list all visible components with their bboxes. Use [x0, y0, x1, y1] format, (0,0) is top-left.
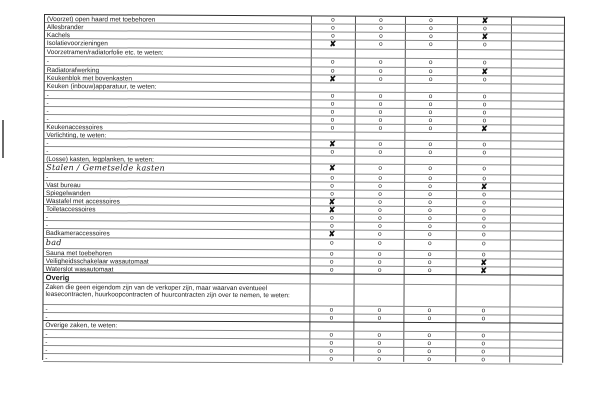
- option-circle[interactable]: [323, 16, 343, 23]
- row-label: Stalen / Gemetselde kasten: [46, 163, 166, 173]
- row-label: Wastafel met accessoires: [46, 197, 120, 205]
- row-label: -: [45, 305, 48, 313]
- option-circle[interactable]: [420, 251, 440, 258]
- option-circle[interactable]: [369, 348, 389, 355]
- option-circle[interactable]: [321, 339, 341, 346]
- option-circle[interactable]: [370, 165, 390, 174]
- checked-option-mark[interactable]: [475, 33, 495, 40]
- row-label: Vast bureau: [46, 181, 81, 189]
- option-circle[interactable]: [420, 117, 440, 124]
- option-circle[interactable]: [475, 25, 495, 32]
- row-label: -: [46, 57, 49, 65]
- option-circle[interactable]: [322, 190, 342, 197]
- row-label: -: [45, 221, 49, 229]
- row-label: bad: [45, 238, 62, 247]
- option-circle[interactable]: [370, 240, 390, 250]
- option-circle[interactable]: [322, 182, 342, 189]
- option-circle[interactable]: [371, 76, 391, 83]
- option-circle[interactable]: [419, 332, 439, 339]
- option-circle[interactable]: [322, 250, 342, 257]
- row-label: -: [45, 330, 48, 338]
- option-circle[interactable]: [421, 25, 441, 32]
- row-label: -: [46, 139, 49, 147]
- option-circle[interactable]: [474, 199, 494, 206]
- option-circle[interactable]: [371, 59, 391, 67]
- option-circle[interactable]: [420, 109, 440, 116]
- option-circle[interactable]: [420, 165, 440, 174]
- option-circle[interactable]: [420, 207, 440, 214]
- row-label: -: [45, 354, 48, 362]
- row-label: Spiegelwanden: [46, 189, 91, 197]
- row-label: Keukenaccessoires: [46, 123, 103, 131]
- option-circle[interactable]: [474, 223, 494, 230]
- checked-option-mark[interactable]: [474, 259, 494, 266]
- row-label: -: [46, 99, 49, 107]
- option-circle[interactable]: [322, 174, 342, 181]
- option-circle[interactable]: [473, 340, 493, 347]
- option-circle[interactable]: [421, 41, 441, 49]
- option-circle[interactable]: [420, 175, 440, 182]
- option-circle[interactable]: [323, 67, 343, 74]
- inventory-checklist-form: [42, 14, 565, 363]
- option-circle[interactable]: [419, 315, 439, 322]
- option-circle[interactable]: [369, 340, 389, 347]
- row-label: Allesbrander: [46, 23, 84, 31]
- checked-option-mark[interactable]: [322, 164, 342, 173]
- option-circle[interactable]: [421, 33, 441, 40]
- row-label: (Losse) kasten, legplanken, te weten:: [46, 155, 154, 164]
- checked-option-mark[interactable]: [322, 206, 342, 213]
- option-circle[interactable]: [370, 207, 390, 214]
- option-circle[interactable]: [473, 348, 493, 355]
- option-circle[interactable]: [474, 207, 494, 214]
- option-circle[interactable]: [421, 68, 441, 75]
- row-label: -: [45, 213, 49, 221]
- option-circle[interactable]: [474, 165, 494, 174]
- row-label: -: [45, 313, 48, 321]
- option-circle[interactable]: [420, 267, 440, 274]
- option-circle[interactable]: [474, 231, 494, 239]
- option-circle[interactable]: [474, 109, 494, 116]
- option-circle[interactable]: [421, 76, 441, 83]
- option-circle[interactable]: [474, 215, 494, 222]
- option-circle[interactable]: [474, 191, 494, 198]
- row-label: Waterslot wasautomaat: [45, 265, 114, 273]
- option-circle[interactable]: [370, 251, 390, 258]
- option-circle[interactable]: [420, 149, 440, 156]
- option-circle[interactable]: [371, 33, 391, 40]
- scan-margin-mark: [2, 120, 4, 158]
- checked-option-mark[interactable]: [323, 75, 343, 82]
- option-circle[interactable]: [323, 24, 343, 31]
- option-circle[interactable]: [323, 100, 343, 107]
- option-circle[interactable]: [421, 17, 441, 24]
- option-circle[interactable]: [370, 117, 390, 124]
- option-circle[interactable]: [475, 76, 495, 83]
- option-circle[interactable]: [370, 191, 390, 198]
- checked-option-mark[interactable]: [322, 140, 342, 147]
- checked-option-mark[interactable]: [474, 125, 494, 132]
- option-circle[interactable]: [371, 93, 391, 100]
- option-circle[interactable]: [322, 258, 342, 265]
- row-label: Voorzetramen/radiatorfolie etc. te weten:: [46, 48, 164, 57]
- option-circle[interactable]: [370, 231, 390, 239]
- option-circle[interactable]: [420, 215, 440, 222]
- option-circle[interactable]: [474, 149, 494, 156]
- row-label: -: [46, 173, 49, 181]
- option-circle[interactable]: [420, 240, 440, 250]
- row-label: Isolatievoorzieningen: [46, 39, 108, 47]
- option-circle[interactable]: [474, 240, 494, 250]
- option-circle[interactable]: [421, 93, 441, 100]
- option-circle[interactable]: [370, 183, 390, 190]
- option-circle[interactable]: [474, 141, 494, 148]
- option-circle[interactable]: [370, 223, 390, 230]
- option-circle[interactable]: [321, 355, 341, 362]
- option-circle[interactable]: [322, 124, 342, 131]
- option-circle[interactable]: [419, 307, 439, 314]
- row-label: Toiletaccessoires: [45, 205, 96, 213]
- option-circle[interactable]: [322, 148, 342, 155]
- option-circle[interactable]: [421, 101, 441, 108]
- option-circle[interactable]: [369, 332, 389, 339]
- option-circle[interactable]: [370, 175, 390, 182]
- option-circle[interactable]: [475, 101, 495, 108]
- option-circle[interactable]: [323, 92, 343, 99]
- option-circle[interactable]: [474, 117, 494, 124]
- row-label: Veiligheidsschakelaar wasautomaat: [45, 257, 149, 266]
- option-circle[interactable]: [419, 348, 439, 355]
- option-circle[interactable]: [370, 125, 390, 132]
- row-label: Overige zaken, te weten:: [45, 321, 118, 329]
- option-circle[interactable]: [322, 239, 342, 249]
- option-circle[interactable]: [321, 306, 341, 313]
- option-circle[interactable]: [475, 59, 495, 67]
- option-circle[interactable]: [420, 125, 440, 132]
- option-circle[interactable]: [322, 108, 342, 115]
- option-circle[interactable]: [420, 259, 440, 266]
- option-circle[interactable]: [370, 149, 390, 156]
- row-label: Keuken (inbouw)apparatuur, te weten:: [46, 82, 157, 91]
- option-circle[interactable]: [323, 32, 343, 39]
- row-label: -: [46, 91, 49, 99]
- option-circle[interactable]: [419, 356, 439, 363]
- checklist-row: [43, 354, 562, 365]
- checklist-row: [43, 283, 562, 308]
- option-circle[interactable]: [419, 340, 439, 347]
- section-heading: Overig: [45, 273, 70, 282]
- checked-option-mark[interactable]: [475, 17, 495, 24]
- option-circle[interactable]: [321, 314, 341, 321]
- option-circle[interactable]: [369, 307, 389, 314]
- option-circle[interactable]: [420, 231, 440, 239]
- row-label: -: [46, 147, 49, 155]
- option-circle[interactable]: [370, 259, 390, 266]
- option-circle[interactable]: [369, 315, 389, 322]
- checked-option-mark[interactable]: [474, 183, 494, 190]
- option-circle[interactable]: [322, 116, 342, 123]
- checked-option-mark[interactable]: [475, 68, 495, 75]
- option-circle[interactable]: [474, 175, 494, 182]
- checked-option-mark[interactable]: [474, 267, 494, 274]
- option-circle[interactable]: [370, 215, 390, 222]
- option-circle[interactable]: [473, 315, 493, 322]
- option-circle[interactable]: [371, 41, 391, 49]
- option-circle[interactable]: [321, 331, 341, 338]
- option-circle[interactable]: [371, 17, 391, 24]
- option-circle[interactable]: [473, 307, 493, 314]
- option-circle[interactable]: [420, 191, 440, 198]
- option-circle[interactable]: [371, 25, 391, 32]
- option-circle[interactable]: [323, 58, 343, 66]
- option-circle[interactable]: [370, 199, 390, 206]
- option-circle[interactable]: [322, 214, 342, 221]
- row-label: Radiatorafwerking: [46, 66, 100, 74]
- option-circle[interactable]: [322, 222, 342, 229]
- option-circle[interactable]: [420, 141, 440, 148]
- row-label: (Voorzet) open haard met toebehoren: [46, 15, 156, 24]
- checked-option-mark[interactable]: [322, 198, 342, 205]
- option-circle[interactable]: [370, 109, 390, 116]
- option-circle[interactable]: [473, 356, 493, 363]
- option-circle[interactable]: [370, 267, 390, 274]
- option-circle[interactable]: [420, 199, 440, 206]
- row-label: -: [46, 107, 49, 115]
- checked-option-mark[interactable]: [322, 230, 342, 238]
- option-circle[interactable]: [371, 101, 391, 108]
- option-circle[interactable]: [421, 59, 441, 67]
- option-circle[interactable]: [371, 68, 391, 75]
- option-circle[interactable]: [369, 356, 389, 363]
- option-circle[interactable]: [473, 332, 493, 339]
- row-label: Badkameraccessoires: [45, 229, 110, 237]
- row-label: Keukenblok met bovenkasten: [46, 74, 132, 82]
- row-label: Zaken die geen eigendom zijn van de verkoper zijn, maar waarvan eventueel leasecontracten, huurkoopcontracten of huurcontracten zijn over te nemen, te weten:: [45, 283, 290, 300]
- option-circle[interactable]: [475, 41, 495, 49]
- row-label: -: [46, 115, 49, 123]
- option-circle[interactable]: [321, 347, 341, 354]
- row-label: -: [45, 346, 48, 354]
- option-circle[interactable]: [420, 223, 440, 230]
- option-circle[interactable]: [322, 266, 342, 273]
- option-circle[interactable]: [370, 141, 390, 148]
- option-circle[interactable]: [420, 183, 440, 190]
- option-circle[interactable]: [474, 251, 494, 258]
- option-circle[interactable]: [475, 93, 495, 100]
- checked-option-mark[interactable]: [323, 40, 343, 48]
- row-label: Verlichting, te weten:: [46, 131, 107, 139]
- row-label: Sauna met toebehoren: [45, 249, 112, 257]
- row-label: -: [45, 338, 48, 346]
- row-label: Kachels: [46, 31, 71, 39]
